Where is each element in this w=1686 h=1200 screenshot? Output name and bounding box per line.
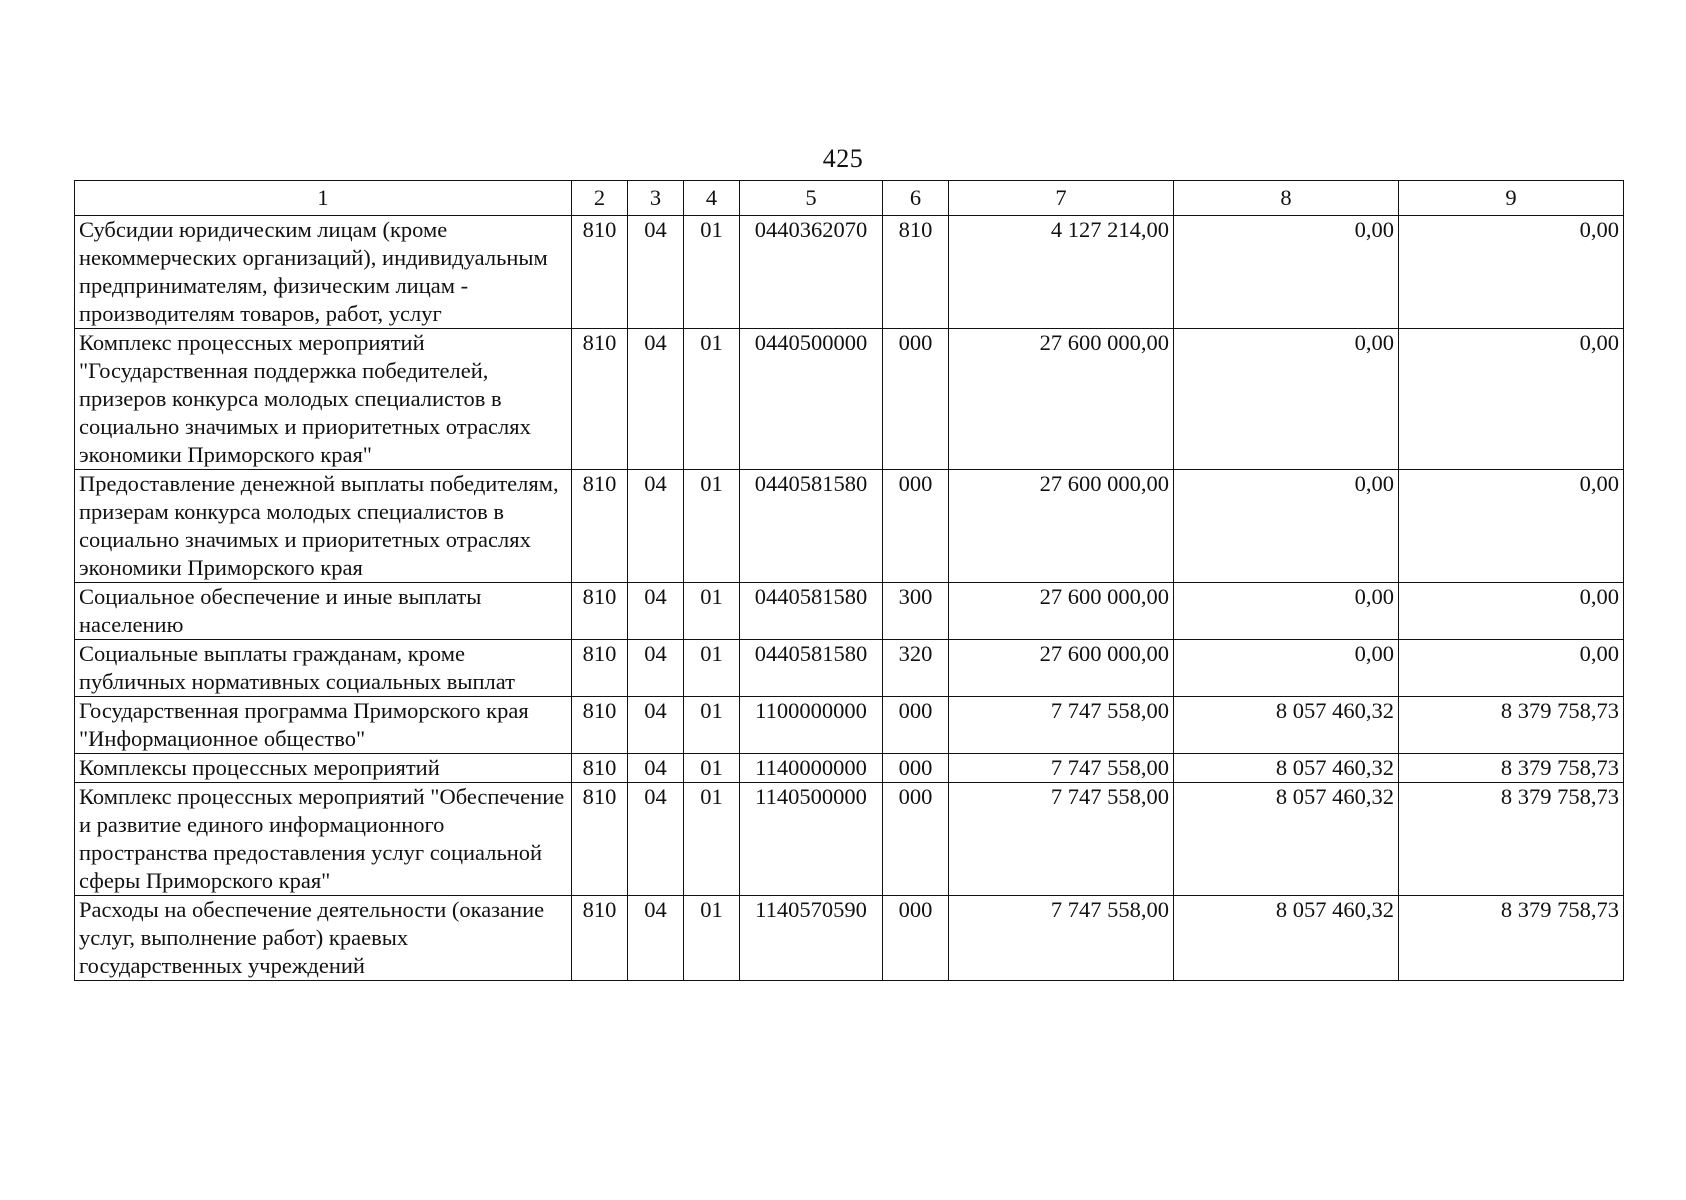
- row-code-6: 810: [883, 216, 949, 329]
- row-code-4: 01: [684, 329, 740, 470]
- column-header-8: 8: [1174, 181, 1399, 216]
- table-row: [75, 896, 1624, 981]
- row-code-3: 04: [628, 470, 684, 583]
- row-name: Расходы на обеспечение деятельности (оказание услуг, выполнение работ) краевых государственных учреждений: [75, 896, 572, 981]
- row-code-4: 01: [684, 583, 740, 640]
- row-code-5: 1140000000: [740, 754, 883, 783]
- row-sum-9: 8 379 758,73: [1399, 783, 1624, 896]
- column-header-2: 2: [572, 181, 628, 216]
- row-sum-7: 27 600 000,00: [949, 640, 1174, 697]
- row-code-6: 000: [883, 754, 949, 783]
- row-code-2: 810: [572, 470, 628, 583]
- table-row: [75, 754, 1624, 783]
- row-code-5: 0440500000: [740, 329, 883, 470]
- row-code-3: 04: [628, 783, 684, 896]
- row-code-3: 04: [628, 896, 684, 981]
- row-code-5: 0440581580: [740, 470, 883, 583]
- table-row: [75, 583, 1624, 640]
- row-code-6: 000: [883, 896, 949, 981]
- row-sum-9: 8 379 758,73: [1399, 697, 1624, 754]
- row-sum-9: 0,00: [1399, 470, 1624, 583]
- table-row: [75, 329, 1624, 470]
- row-code-2: 810: [572, 783, 628, 896]
- table-row: [75, 216, 1624, 329]
- page-number: 425: [822, 144, 864, 173]
- row-sum-7: 4 127 214,00: [949, 216, 1174, 329]
- row-name: Комплекс процессных мероприятий "Государственная поддержка победителей, призеров конкурса молодых специалистов в социально значимых и приоритетных отраслях экономики Приморского края": [75, 329, 572, 470]
- row-code-2: 810: [572, 896, 628, 981]
- row-sum-7: 7 747 558,00: [949, 754, 1174, 783]
- row-sum-9: 0,00: [1399, 216, 1624, 329]
- row-code-5: 0440362070: [740, 216, 883, 329]
- row-sum-8: 8 057 460,32: [1174, 896, 1399, 981]
- row-sum-8: 8 057 460,32: [1174, 697, 1399, 754]
- row-sum-9: 8 379 758,73: [1399, 754, 1624, 783]
- row-code-4: 01: [684, 216, 740, 329]
- row-name: Комплекс процессных мероприятий "Обеспечение и развитие единого информационного пространства предоставления услуг социальной сферы Приморского края": [75, 783, 572, 896]
- row-code-6: 000: [883, 783, 949, 896]
- row-code-4: 01: [684, 783, 740, 896]
- row-code-3: 04: [628, 754, 684, 783]
- table-row: [75, 697, 1624, 754]
- row-sum-8: 8 057 460,32: [1174, 783, 1399, 896]
- column-header-3: 3: [628, 181, 684, 216]
- row-code-5: 0440581580: [740, 583, 883, 640]
- row-code-5: 1140500000: [740, 783, 883, 896]
- column-header-4: 4: [684, 181, 740, 216]
- row-code-6: 000: [883, 697, 949, 754]
- column-header-6: 6: [883, 181, 949, 216]
- table-row: [75, 640, 1624, 697]
- row-code-5: 1140570590: [740, 896, 883, 981]
- row-code-2: 810: [572, 329, 628, 470]
- row-code-4: 01: [684, 640, 740, 697]
- row-code-4: 01: [684, 470, 740, 583]
- row-sum-8: 0,00: [1174, 470, 1399, 583]
- row-code-2: 810: [572, 697, 628, 754]
- row-code-2: 810: [572, 583, 628, 640]
- row-sum-9: 0,00: [1399, 329, 1624, 470]
- table-row: [75, 783, 1624, 896]
- row-sum-7: 27 600 000,00: [949, 583, 1174, 640]
- row-code-3: 04: [628, 216, 684, 329]
- budget-table: [74, 180, 1624, 981]
- row-code-5: 1100000000: [740, 697, 883, 754]
- row-code-4: 01: [684, 697, 740, 754]
- row-code-2: 810: [572, 640, 628, 697]
- row-sum-9: 0,00: [1399, 640, 1624, 697]
- row-name: Субсидии юридическим лицам (кроме некоммерческих организаций), индивидуальным предпринимателям, физическим лицам - производителям товаров, работ, услуг: [75, 216, 572, 329]
- row-sum-7: 27 600 000,00: [949, 470, 1174, 583]
- row-code-6: 300: [883, 583, 949, 640]
- row-sum-9: 8 379 758,73: [1399, 896, 1624, 981]
- row-code-5: 0440581580: [740, 640, 883, 697]
- row-code-3: 04: [628, 583, 684, 640]
- row-sum-8: 8 057 460,32: [1174, 754, 1399, 783]
- row-sum-7: 7 747 558,00: [949, 783, 1174, 896]
- row-code-6: 320: [883, 640, 949, 697]
- column-header-7: 7: [949, 181, 1174, 216]
- row-sum-7: 27 600 000,00: [949, 329, 1174, 470]
- row-sum-8: 0,00: [1174, 583, 1399, 640]
- column-header-1: 1: [75, 181, 572, 216]
- row-sum-8: 0,00: [1174, 640, 1399, 697]
- row-code-3: 04: [628, 640, 684, 697]
- row-code-2: 810: [572, 754, 628, 783]
- row-code-4: 01: [684, 896, 740, 981]
- row-name: Комплексы процессных мероприятий: [75, 754, 572, 783]
- row-sum-8: 0,00: [1174, 216, 1399, 329]
- column-header-5: 5: [740, 181, 883, 216]
- row-name: Государственная программа Приморского края "Информационное общество": [75, 697, 572, 754]
- row-sum-7: 7 747 558,00: [949, 697, 1174, 754]
- column-header-9: 9: [1399, 181, 1624, 216]
- row-name: Предоставление денежной выплаты победителям, призерам конкурса молодых специалистов в социально значимых и приоритетных отраслях экономики Приморского края: [75, 470, 572, 583]
- row-code-4: 01: [684, 754, 740, 783]
- header-row: [75, 181, 1624, 216]
- row-code-6: 000: [883, 329, 949, 470]
- row-sum-8: 0,00: [1174, 329, 1399, 470]
- row-sum-7: 7 747 558,00: [949, 896, 1174, 981]
- table-row: [75, 470, 1624, 583]
- row-name: Социальное обеспечение и иные выплаты населению: [75, 583, 572, 640]
- row-code-3: 04: [628, 697, 684, 754]
- row-name: Социальные выплаты гражданам, кроме публичных нормативных социальных выплат: [75, 640, 572, 697]
- row-code-6: 000: [883, 470, 949, 583]
- row-code-3: 04: [628, 329, 684, 470]
- row-sum-9: 0,00: [1399, 583, 1624, 640]
- row-code-2: 810: [572, 216, 628, 329]
